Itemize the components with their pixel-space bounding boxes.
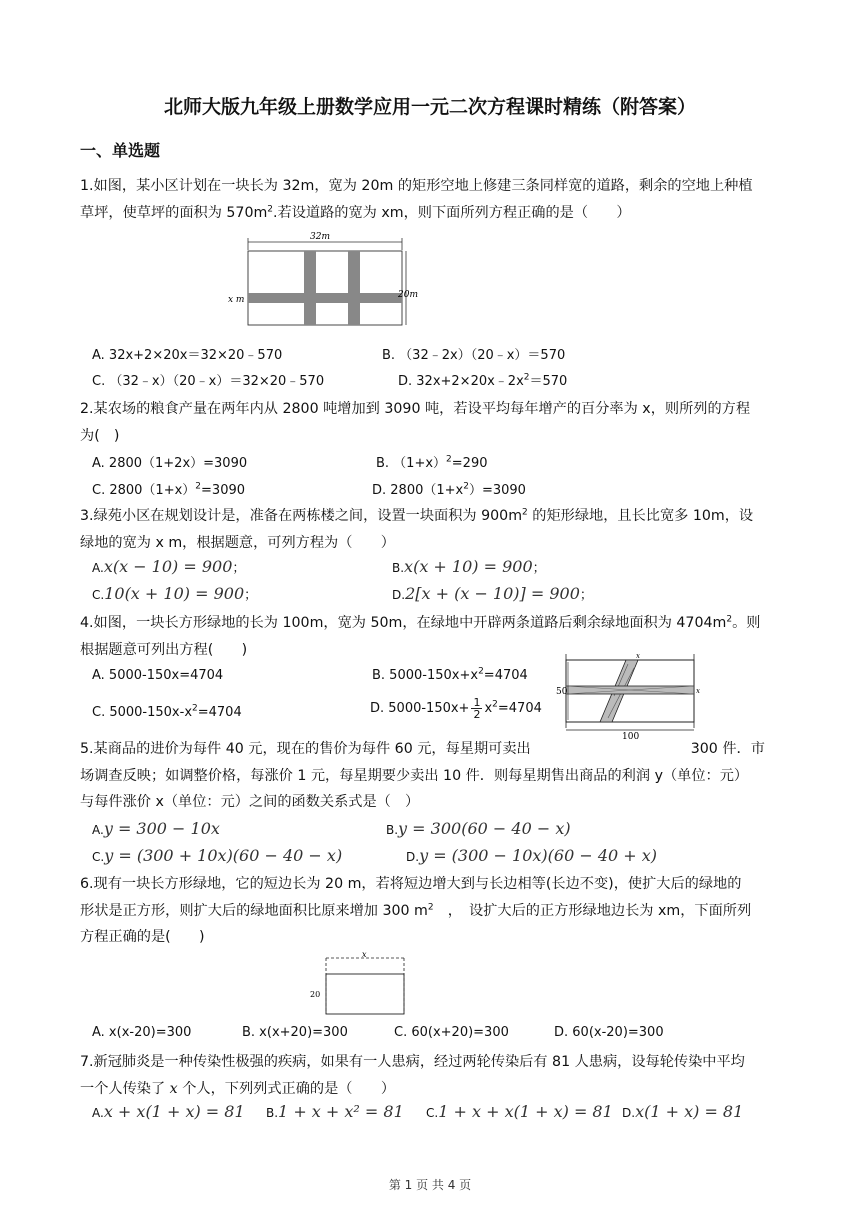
q1-fig-road-vertical-1 [304,251,316,325]
one-half-fraction: $\frac{1}{2}$ [473,696,481,721]
q4-fig-road-width-label-2: x [636,652,640,660]
question-2-line-2: 为( ) [80,427,120,444]
q6-fig-short-side-label: 20 [310,990,321,999]
q3-option-a[interactable]: A.x(x − 10) = 900； [92,557,246,576]
document-title: 北师大版九年级上册数学应用一元二次方程课时精练（附答案） [163,96,696,118]
question-7-line-2: 一个人传染了 x 个人，下列列式正确的是（ ） [80,1080,396,1097]
question-6-line-2: 形状是正方形，则扩大后的绿地面积比原来增加 300 $m^2$ ， 设扩大后的正方形绿地边长为 xm，下面所列 [80,901,752,919]
q3-option-b[interactable]: B.x(x + 10) = 900； [392,557,546,576]
question-2-line-1: 2.某农场的粮食产量在两年内从 2800 吨增加到 3090 吨，若设平均每年增产的百分率为 x，则所列的方程 [80,401,751,417]
q1-fig-road-horizontal [248,293,402,303]
q2-option-d[interactable]: D. $2800(1+x^2)=3090$ [372,481,526,498]
section-heading: 一、单选题 [80,141,161,160]
q7-option-d[interactable]: D.x(1 + x) = 81 [622,1102,744,1121]
question-5-line-1: 5.某商品的进价为每件 40 元，现在的售价为每件 60 元，每星期可卖出 300 件．市 [80,741,765,757]
q2-option-a[interactable]: A. 2800（1+2x）=3090 [92,456,248,471]
question-2-stem [80,396,782,449]
q7-option-b[interactable]: B.1 + x + x² = 81 [266,1102,404,1121]
q1-fig-width-label: 20m [398,290,418,300]
q4-fig-width-label: 50 [556,687,568,697]
q1-option-c[interactable]: C. （32﹣x）（20﹣x）＝32×20﹣570 [92,374,325,389]
question-4-line-2: 根据题意可列出方程( ) [80,641,248,658]
question-7-stem [80,1049,782,1102]
q4-option-c[interactable]: C. $5000-150x-x^2=4704$ [92,703,242,720]
q5-option-c[interactable]: C.y = (300 + 10x)(60 − 40 − x) [92,846,343,865]
question-5-stem [80,736,782,816]
q1-option-a[interactable]: A. 32x+2×20x＝32×20﹣570 [92,348,283,363]
q4-fig-length-label: 100 [622,732,640,740]
question-6-stem [80,871,782,951]
q5-option-a[interactable]: A.y = 300 − 10x [92,819,220,838]
q4-option-b[interactable]: B. $5000-150x+x^2=4704$ [372,666,528,683]
q7-option-c[interactable]: C.1 + x + x(1 + x) = 81 [426,1102,613,1121]
q6-option-b[interactable]: B. x(x+20)=300 [242,1025,348,1040]
q5-option-d[interactable]: D.y = (300 − 10x)(60 − 40 + x) [406,846,658,865]
q2-option-b[interactable]: B. $(1+x)^2=290$ [376,454,488,471]
question-4-figure [556,652,708,740]
q5-option-b[interactable]: B.y = 300(60 − 40 − x) [386,819,571,838]
question-1-stem [80,173,782,226]
question-3-stem [80,503,782,556]
q7-option-a[interactable]: A.x + x(1 + x) = 81 [92,1102,245,1121]
q3-option-c[interactable]: C.10(x + 10) = 900； [92,584,258,603]
q1-fig-length-label: 32m [310,232,330,242]
q6-fig-original-rect [326,974,404,1014]
question-6-figure [306,952,416,1018]
question-1-line-1: 1.如图，某小区计划在一块长为 32m，宽为 20m 的矩形空地上修建三条同样宽的道路，剩余的空地上种植 [80,178,753,194]
q1-option-b[interactable]: B. （32﹣2x）（20﹣x）＝570 [382,348,566,363]
q3-option-d[interactable]: D.2[x + (x − 10)] = 900； [392,584,593,603]
q4-fig-road-width-label-1: x [696,687,700,695]
q1-fig-road-label: x m [228,295,245,305]
q6-option-c[interactable]: C. 60(x+20)=300 [394,1025,509,1040]
question-5-line-2: 场调查反映；如调整价格，每涨价 1 元，每星期要少卖出 10 件．则每星期售出商品的利润 y（单位：元） [80,767,749,784]
question-3-line-2: 绿地的宽为 x m，根据题意，可列方程为（ ） [80,534,395,551]
q6-fig-side-x-label: x [362,952,367,959]
question-1-line-2: 草坪，使草坪的面积为 $570m^2$.若设道路的宽为 xm，则下面所列方程正确的是（ ） [80,203,631,221]
question-1-figure [224,230,424,330]
q6-option-a[interactable]: A. x(x-20)=300 [92,1025,192,1040]
page-footer: 第 1 页 共 4 页 [388,1178,472,1192]
question-6-line-3: 方程正确的是( ) [80,929,205,945]
question-7-line-1: 7.新冠肺炎是一种传染性极强的疾病，如果有一人患病，经过两轮传染后有 81 人患病，设每轮传染中平均 [80,1054,745,1070]
question-4-line-1: 4.如图，一块长方形绿地的长为 100m，宽为 50m，在绿地中开辟两条道路后剩余绿地面积为 $4704m^2$。则 [80,614,761,631]
question-5-line-3: 与每件涨价 x（单位：元）之间的函数关系式是（ ） [80,794,420,810]
q4-option-d[interactable]: D. 5000-150x+ $\frac{1}{2}$ $x^2=4704$ [370,696,542,721]
question-6-line-1: 6.现有一块长方形绿地，它的短边长为 20 m，若将短边增大到与长边相等(长边不变)，使扩大后的绿地的 [80,876,742,892]
q2-option-c[interactable]: C. $2800(1+x)^2=3090$ [92,481,246,498]
q1-fig-road-vertical-2 [348,251,360,325]
q1-option-d[interactable]: D. $32x+2\times 20x﹣2x^2=570$ [398,372,568,389]
q6-option-d[interactable]: D. 60(x-20)=300 [554,1025,664,1040]
q4-option-a[interactable]: A. 5000-150x=4704 [92,668,224,683]
question-3-line-1: 3.绿苑小区在规划设计是，准备在两栋楼之间，设置一块面积为 $900m^2$ 的矩形绿地，且长比宽多 10m，设 [80,507,754,524]
